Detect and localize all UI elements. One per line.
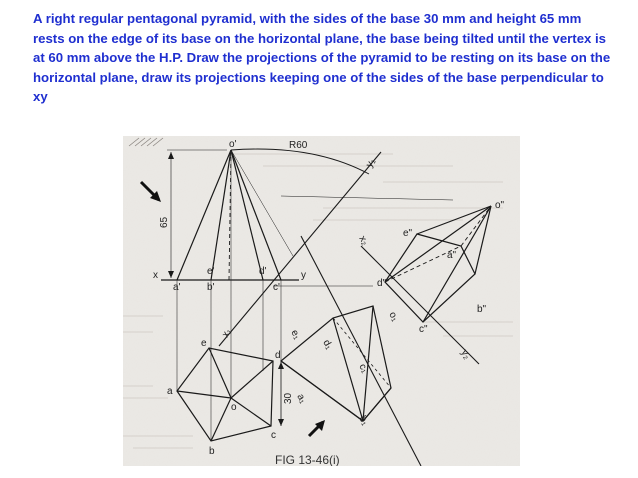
label-x2: x₂ xyxy=(356,234,371,248)
label-c-prime: c' xyxy=(273,282,280,293)
label-o: o xyxy=(231,402,237,413)
label-y1: y₁ xyxy=(364,156,378,170)
label-dim-65: 65 xyxy=(159,216,170,228)
label-e: e xyxy=(201,338,207,349)
label-a: a xyxy=(167,386,173,397)
label-a1: a₁ xyxy=(294,392,309,406)
label-c-dp: c" xyxy=(419,324,428,335)
label-e-prime: e' xyxy=(207,266,215,277)
figure-caption: FIG 13-46(i) xyxy=(275,453,340,466)
label-d1: d₁ xyxy=(320,338,335,352)
label-c1: c₁ xyxy=(356,362,371,375)
label-dim-30: 30 xyxy=(283,392,294,404)
problem-statement: A right regular pentagonal pyramid, with the sides of the base 30 mm and height 65 mm rests on the edge of its base on the horizontal plane, the base being tilted until the vertex is at 60 mm above the H.P. Draw the projections of the pyramid to be resting on its base on the horizontal plane, draw its projections keeping one of the sides of the base perpendicular to xy xyxy=(33,11,611,105)
label-a-dp: a" xyxy=(447,250,457,261)
projection-drawing xyxy=(123,136,520,466)
label-b1: b₁ xyxy=(356,414,371,428)
label-x: x xyxy=(153,270,158,281)
label-y: y xyxy=(301,270,306,281)
label-r60: R60 xyxy=(289,140,308,151)
label-x1: x₁ xyxy=(220,326,234,340)
label-d: d xyxy=(275,350,281,361)
label-y2: y₂ xyxy=(458,348,473,362)
label-c: c xyxy=(271,430,276,441)
label-d-prime: d' xyxy=(259,266,267,277)
label-b-prime: b' xyxy=(207,282,215,293)
label-b: b xyxy=(209,446,215,457)
label-d-dp: d" xyxy=(377,278,387,289)
label-e-dp: e" xyxy=(403,228,413,239)
label-b-dp: b" xyxy=(477,304,487,315)
label-a-prime: a' xyxy=(173,282,181,293)
label-o-dp: o" xyxy=(495,200,505,211)
label-o-prime: o' xyxy=(229,139,237,150)
label-o1: o₁ xyxy=(386,310,401,324)
label-e1: e₁ xyxy=(288,328,303,342)
